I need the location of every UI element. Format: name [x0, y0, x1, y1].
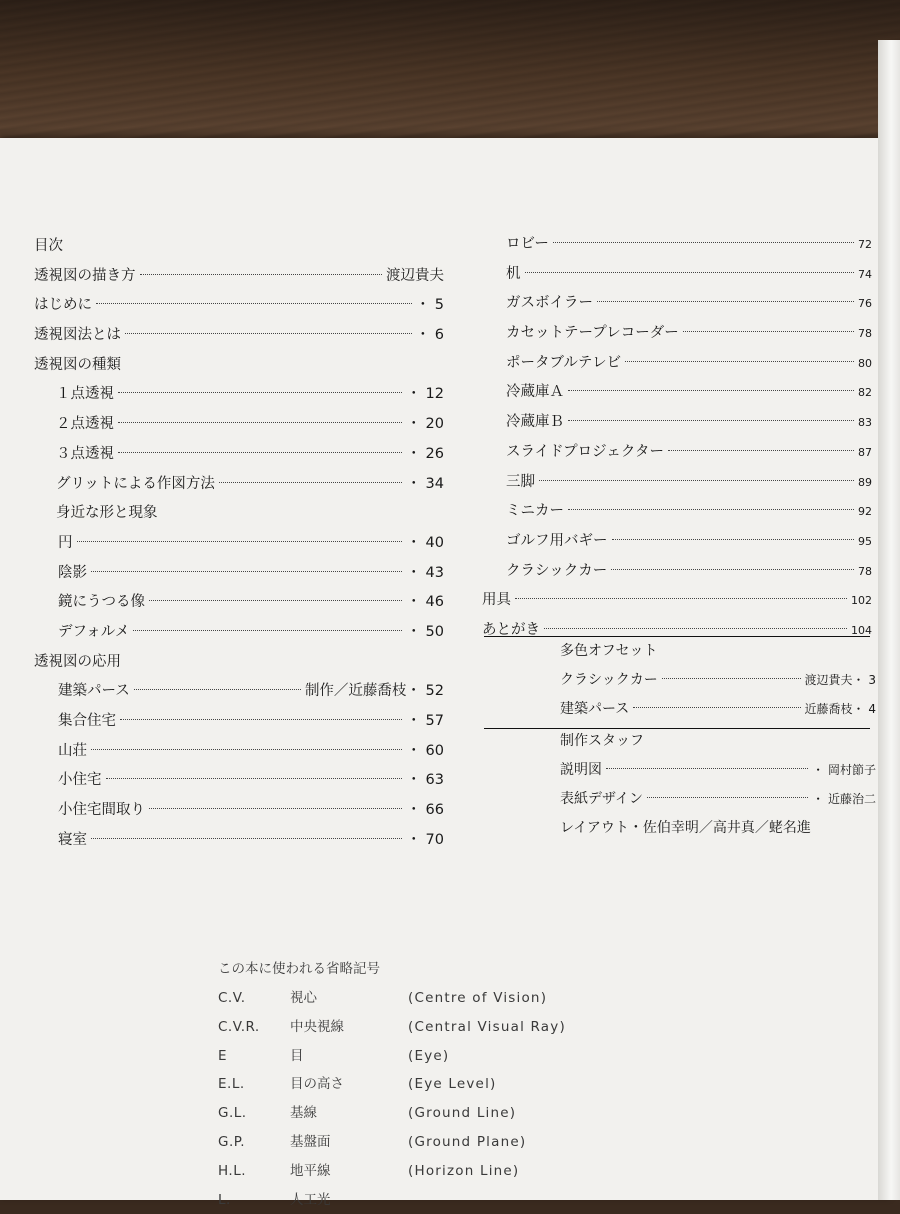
toc-entry [482, 468, 872, 498]
abbreviation-english: (Eye) [408, 1047, 450, 1064]
book-page [0, 138, 890, 1208]
toc-entry-label: ロビー [506, 236, 549, 252]
color-offset-heading [560, 640, 876, 669]
leader-dots [568, 420, 854, 421]
leader-dots [118, 422, 402, 423]
abbreviation-row [218, 1013, 778, 1042]
leader-dots [662, 678, 801, 679]
toc-entry-label: ２点透視 [56, 416, 114, 433]
toc-entry-label: ３点透視 [56, 445, 114, 462]
toc-entry-page: 78 [858, 327, 872, 341]
leader-dots [118, 392, 402, 393]
section-divider-bottom [484, 728, 870, 729]
toc-entry-label: グリットによる作図方法 [56, 475, 215, 492]
toc-entry [482, 260, 872, 290]
leader-dots [568, 509, 854, 510]
toc-entry-label: デフォルメ [58, 623, 130, 640]
toc-entry-page: ・ 6 [415, 327, 444, 344]
leader-dots [612, 539, 855, 540]
abbreviation-japanese: 地平線 [290, 1162, 331, 1179]
toc-entry-page: ・ 26 [406, 445, 444, 462]
abbreviation-english: (Eye Level) [408, 1076, 497, 1093]
toc-entry [34, 737, 444, 767]
leader-dots [668, 450, 854, 451]
toc-entry-page: ・ 43 [406, 564, 444, 581]
leader-dots [647, 797, 808, 798]
abbreviation-english: (Centre of Vision) [408, 990, 548, 1006]
abbreviation-row [218, 1128, 778, 1157]
toc-entry-label: 透視図の種類 [34, 356, 121, 373]
leader-dots [96, 303, 412, 304]
toc-entry-page: ・ 60 [406, 742, 444, 759]
leader-dots [91, 571, 402, 572]
toc-entry-page: ・ 57 [406, 713, 444, 729]
abbreviation-row [218, 1157, 778, 1186]
toc-entry [34, 262, 444, 292]
toc-entry-label: カセットテープレコーダー [506, 325, 679, 342]
toc-entry-label: 冷蔵庫Ｂ [506, 414, 564, 431]
toc-entry-label: 寝室 [58, 831, 87, 848]
abbreviation-english: (Central Visual Ray) [408, 1018, 566, 1035]
toc-entry-label: 山荘 [58, 742, 87, 759]
leader-dots [544, 628, 847, 629]
leader-dots [625, 361, 854, 362]
leader-dots [606, 768, 808, 769]
leader-dots [515, 598, 847, 599]
staff-item [560, 788, 876, 817]
color-offset-item [560, 698, 876, 727]
abbreviation-japanese: 人工光 [290, 1191, 331, 1208]
abbreviation-english: (Horizon Line) [408, 1162, 520, 1179]
color-offset-block [560, 640, 876, 727]
toc-entry [482, 408, 872, 438]
toc-entry-page: 95 [858, 534, 872, 548]
leader-dots [125, 333, 412, 334]
leader-dots [91, 838, 402, 839]
toc-entry-label: 小住宅間取り [58, 802, 145, 819]
toc-entry [482, 349, 872, 379]
toc-entry-page: 104 [851, 623, 872, 637]
leader-dots [525, 272, 855, 273]
toc-entry [34, 559, 444, 589]
toc-entry-page: 80 [858, 356, 872, 370]
toc-entry [34, 499, 444, 529]
toc-entry-page: 87 [858, 445, 872, 459]
toc-entry [34, 677, 444, 707]
toc-entry-label: スライドプロジェクター [506, 443, 665, 460]
toc-entry [34, 707, 444, 737]
toc-entry [482, 497, 872, 527]
toc-entry [482, 289, 872, 319]
toc-entry-label: 透視図法とは [34, 327, 121, 344]
toc-entry-page: ・ 12 [406, 386, 444, 403]
toc-entry-label: 建築パース [58, 683, 130, 700]
leader-dots [133, 630, 402, 631]
toc-entry-label: 透視図の応用 [34, 653, 121, 670]
toc-entry-label: 集合住宅 [58, 713, 116, 729]
toc-entry [482, 527, 872, 557]
leader-dots [539, 480, 854, 481]
staff-layout-text: レイアウト・佐伯幸明／高井真／蛯名進 [560, 820, 811, 836]
staff-item-label: 表紙デザイン [560, 791, 644, 807]
staff-heading-text: 制作スタッフ [560, 733, 644, 749]
toc-entry-label: ガスボイラー [506, 295, 593, 312]
toc-entry-label: ポータブルテレビ [506, 354, 622, 371]
toc-entry-page: 78 [858, 564, 872, 578]
leader-dots [91, 749, 402, 750]
abbreviation-row [218, 984, 778, 1013]
toc-right-column [482, 230, 872, 646]
leader-dots [633, 707, 800, 708]
color-offset-item [560, 669, 876, 698]
toc-entry [482, 438, 872, 468]
staff-heading [560, 730, 876, 759]
toc-entry-label: 小住宅 [58, 772, 102, 789]
staff-block [560, 730, 876, 846]
toc-left-column [34, 232, 444, 855]
toc-entry [34, 618, 444, 648]
abbreviation-code: G.L. [218, 1105, 247, 1122]
abbreviation-block [218, 954, 778, 1214]
toc-entry-label: クラシックカー [506, 562, 608, 579]
abbreviation-english: (Ground Plane) [408, 1133, 527, 1150]
abbreviation-code: C.V.R. [218, 1018, 260, 1035]
toc-entry-page: 76 [858, 297, 872, 311]
leader-dots [611, 569, 854, 570]
toc-entry-label: 陰影 [58, 564, 87, 581]
toc-entry [34, 291, 444, 321]
leader-dots [219, 482, 403, 483]
leader-dots [118, 452, 402, 453]
abbreviation-japanese: 視心 [290, 990, 317, 1006]
toc-entry-page: ・ 34 [406, 475, 444, 492]
abbreviation-row [218, 1070, 778, 1099]
abbreviation-japanese: 目 [290, 1047, 304, 1064]
toc-entry-page: 渡辺貴夫 [386, 267, 444, 284]
color-offset-item-label: クラシックカー [560, 672, 658, 688]
toc-entry-page: 89 [858, 475, 872, 489]
abbreviation-list [218, 984, 778, 1214]
abbreviation-japanese: 目の高さ [290, 1076, 344, 1093]
toc-entry-label: あとがき [482, 621, 540, 638]
color-offset-item-label: 建築パース [560, 701, 630, 717]
toc-entry [482, 557, 872, 587]
toc-entry-page: ・ 46 [406, 594, 444, 611]
toc-entry-label: ゴルフ用バギー [506, 532, 608, 549]
toc-entry-label: 身近な形と現象 [56, 505, 158, 522]
toc-entry-page: ・ 50 [406, 623, 444, 640]
staff-item-credit: ・ 近藤治二 [812, 792, 876, 806]
toc-entry-page: 制作／近藤喬枝・ 52 [304, 683, 444, 700]
abbreviation-row [218, 1099, 778, 1128]
toc-entry [34, 410, 444, 440]
toc-entry [34, 470, 444, 500]
toc-entry-page: 83 [858, 416, 872, 430]
abbreviation-code: C.V. [218, 990, 246, 1006]
toc-entry-label: 机 [506, 265, 521, 282]
toc-entry [482, 319, 872, 349]
toc-entry-page: ・ 63 [406, 772, 444, 789]
abbreviation-code: L. [218, 1191, 231, 1208]
toc-entry [34, 766, 444, 796]
toc-entry-label: はじめに [34, 297, 92, 314]
abbreviation-english: (Ground Line) [408, 1105, 517, 1122]
leader-dots [106, 778, 403, 779]
toc-entry [482, 378, 872, 408]
toc-entry-page: ・ 5 [415, 297, 444, 314]
abbreviation-code: E [218, 1047, 228, 1064]
color-offset-item-credit: 近藤喬枝・ 4 [804, 702, 876, 716]
toc-entry-page: 74 [858, 267, 872, 281]
toc-entry-page: ・ 40 [406, 534, 444, 551]
toc-entry-label: １点透視 [56, 386, 114, 403]
leader-dots [149, 808, 402, 809]
leader-dots [77, 541, 403, 542]
abbreviation-japanese: 基線 [290, 1105, 317, 1122]
toc-entry [34, 380, 444, 410]
toc-entry [482, 230, 872, 260]
abbreviation-japanese: 基盤面 [290, 1133, 331, 1150]
toc-entry-page: 92 [858, 505, 872, 519]
toc-entry-page: 82 [858, 386, 872, 400]
toc-entry [34, 648, 444, 678]
abbreviation-code: E.L. [218, 1076, 245, 1093]
abbreviation-code: G.P. [218, 1133, 246, 1150]
toc-entry [34, 321, 444, 351]
toc-entry-page: 102 [851, 594, 872, 608]
toc-entry [34, 440, 444, 470]
toc-entry-page: ・ 20 [406, 416, 444, 433]
color-offset-heading-text: 多色オフセット [560, 643, 658, 659]
leader-dots [683, 331, 854, 332]
toc-entry [34, 826, 444, 856]
toc-entry [482, 586, 872, 616]
staff-item-label: 説明図 [560, 762, 602, 778]
toc-entry-label: 円 [58, 534, 73, 551]
toc-entry-page: 72 [858, 238, 872, 251]
toc-entry-label: 鏡にうつる像 [58, 594, 145, 611]
toc-entry [34, 588, 444, 618]
toc-entry-label: 冷蔵庫Ａ [506, 384, 564, 401]
staff-item [560, 759, 876, 788]
leader-dots [140, 274, 383, 275]
toc-entry-label: 用具 [482, 592, 511, 609]
leader-dots [134, 689, 301, 690]
color-offset-item-credit: 渡辺貴夫・ 3 [804, 673, 876, 687]
leader-dots [597, 301, 854, 302]
toc-entry-page: ・ 70 [406, 831, 444, 848]
abbreviation-japanese: 中央視線 [290, 1018, 344, 1035]
toc-entry-label: ミニカー [506, 503, 564, 520]
toc-entry [34, 232, 444, 262]
leader-dots [553, 242, 854, 243]
toc-entry-label: 三脚 [506, 473, 535, 490]
staff-layout-line [560, 817, 876, 846]
staff-item-credit: ・ 岡村節子 [812, 763, 876, 777]
abbreviation-title: この本に使われる省略記号 [218, 961, 380, 977]
leader-dots [149, 600, 402, 601]
toc-entry-page: ・ 66 [406, 802, 444, 819]
toc-entry [34, 529, 444, 559]
abbreviation-row [218, 1042, 778, 1071]
toc-entry-label: 目次 [34, 238, 63, 254]
toc-entry [34, 796, 444, 826]
leader-dots [120, 719, 402, 720]
toc-entry [34, 351, 444, 381]
toc-entry-label: 透視図の描き方 [34, 267, 136, 284]
section-divider-top [484, 636, 870, 637]
next-page-edge [878, 40, 900, 1200]
leader-dots [568, 390, 854, 391]
wood-grain-texture [0, 0, 900, 160]
abbreviation-code: H.L. [218, 1162, 247, 1179]
